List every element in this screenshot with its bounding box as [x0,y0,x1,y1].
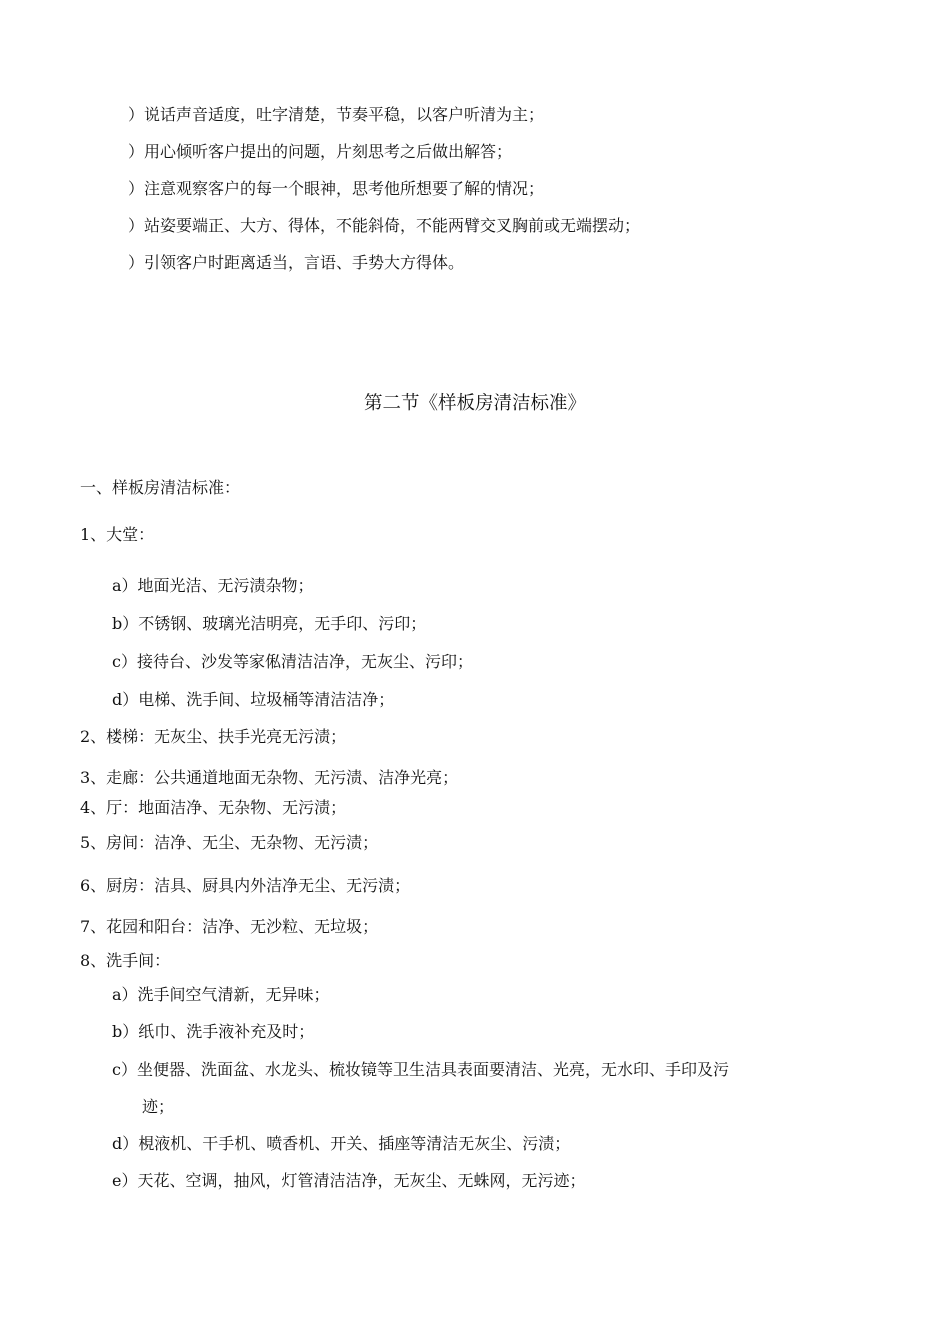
washroom-item: d）梘液机、干手机、喷香机、开关、插座等清洁无灰尘、污渍； [112,1134,571,1153]
standard-item: 4、厅：地面洁净、无杂物、无污渍； [80,798,347,817]
washroom-item: e）天花、空调，抽风，灯管清洁洁净，无灰尘、无蛛网，无污迹； [112,1171,586,1190]
washroom-label: 8、洗手间： [80,951,171,970]
lobby-item: d）电梯、洗手间、垃圾桶等清洁洁净； [112,690,395,709]
lobby-label: 1、大堂： [80,525,155,544]
lobby-item: c）接待台、沙发等家俬清洁洁净，无灰尘、污印； [112,652,473,671]
section-title: 第二节《样板房清洁标准》 [363,393,586,414]
intro-item: ）站姿要端正、大方、得体，不能斜倚，不能两臂交叉胸前或无端摆动； [128,216,641,235]
section-heading: 一、样板房清洁标准： [80,478,241,497]
washroom-item: a）洗手间空气清新，无异味； [112,985,330,1004]
intro-item: ）引领客户时距离适当，言语、手势大方得体。 [128,253,465,272]
standard-item: 5、房间：洁净、无尘、无杂物、无污渍； [80,833,379,852]
lobby-item: b）不锈钢、玻璃光洁明亮，无手印、污印； [112,614,427,633]
washroom-item: b）纸巾、洗手液补充及时； [112,1022,315,1041]
washroom-item: c）坐便器、洗面盆、水龙头、梳妆镜等卫生洁具表面要清洁、光亮，无水印、手印及污 [112,1060,729,1079]
standard-item: 6、厨房：洁具、厨具内外洁净无尘、无污渍； [80,876,411,895]
lobby-item: a）地面光洁、无污渍杂物； [112,576,314,595]
standard-item: 7、花园和阳台：洁净、无沙粒、无垃圾； [80,917,379,936]
intro-item: ）用心倾听客户提出的问题，片刻思考之后做出解答； [128,142,513,161]
standard-item: 3、走廊：公共通道地面无杂物、无污渍、洁净光亮； [80,768,459,787]
washroom-item-continuation: 迹； [142,1097,175,1116]
intro-item: ）注意观察客户的每一个眼神，思考他所想要了解的情况； [128,179,545,198]
intro-item: ）说话声音适度，吐字清楚，节奏平稳，以客户听清为主； [128,105,545,124]
standard-item: 2、楼梯：无灰尘、扶手光亮无污渍； [80,727,347,746]
